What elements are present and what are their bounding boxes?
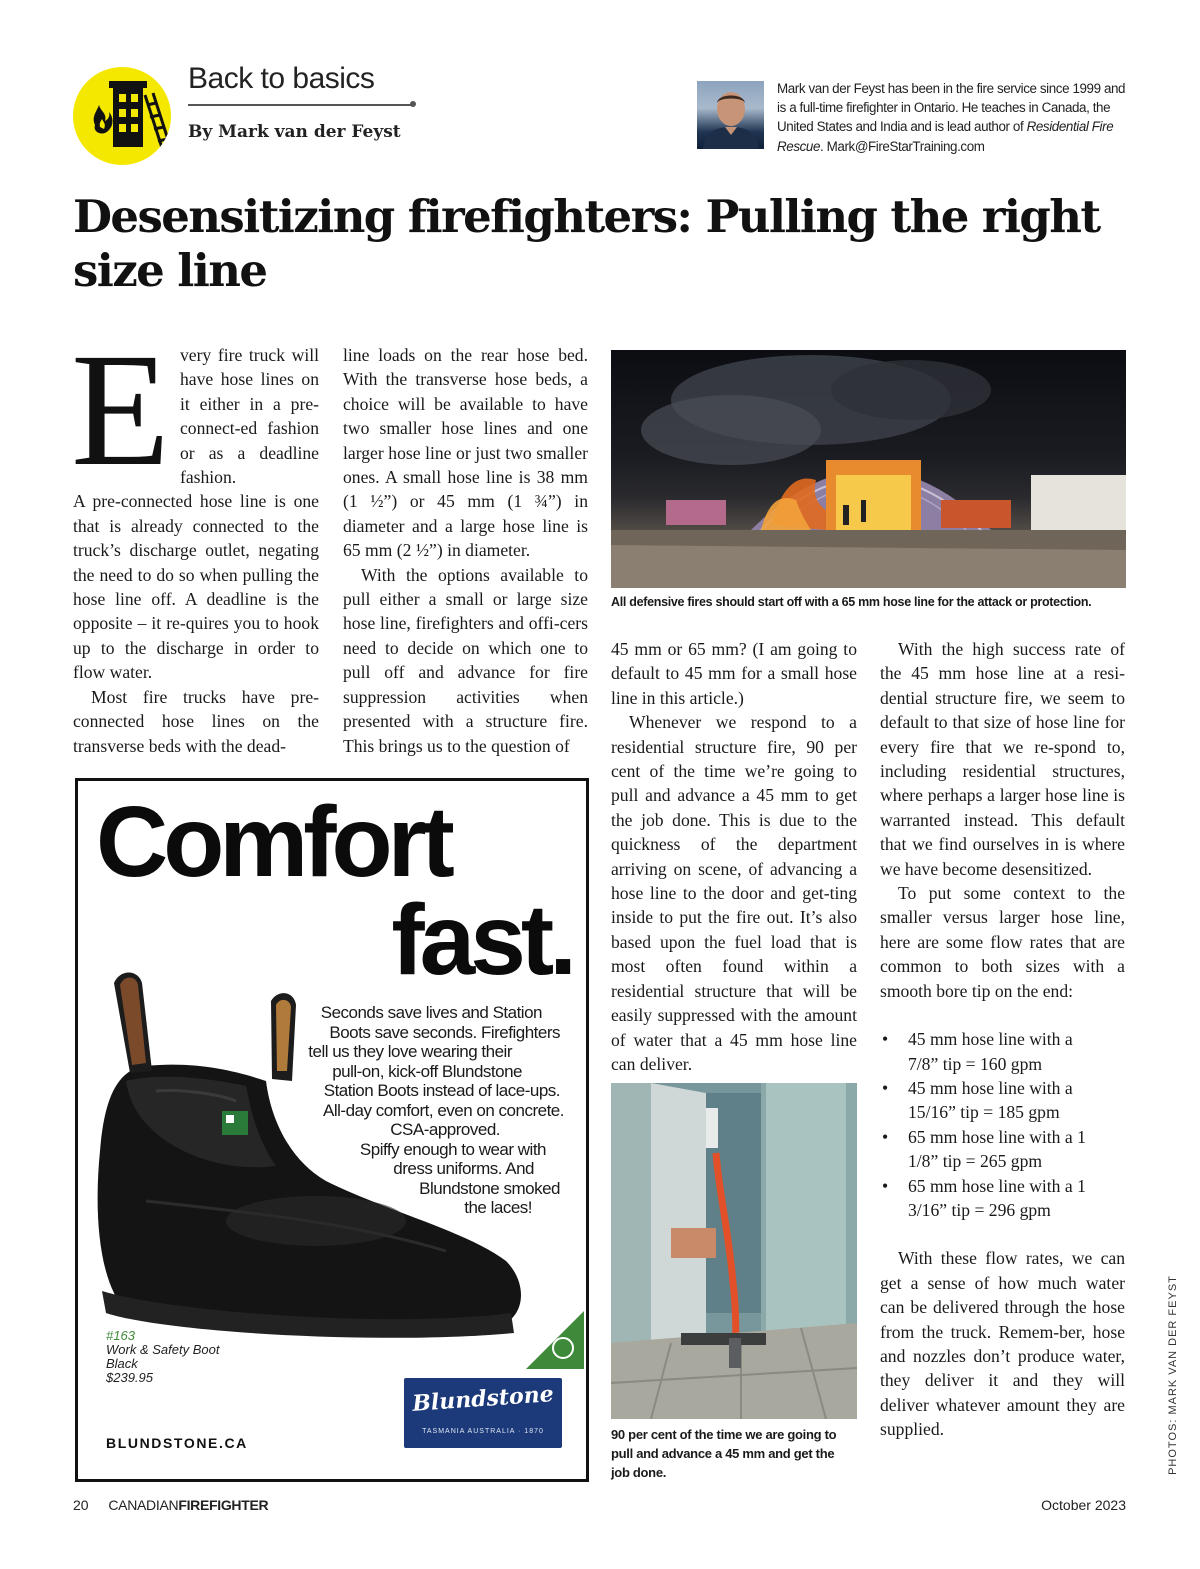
ad-copy-line: the laces! bbox=[464, 1198, 532, 1217]
list-item: • 45 mm hose line with a 15/16” tip = 185 gpm bbox=[882, 1077, 1073, 1123]
blundstone-ad[interactable] bbox=[75, 778, 589, 1482]
ad-copy-line: All-day comfort, even on concrete. bbox=[323, 1100, 564, 1120]
hose-in-hallway-icon bbox=[611, 1083, 857, 1419]
hallway-photo-caption: 90 per cent of the time we are going to pull and advance a 45 mm and get the job done. bbox=[611, 1427, 837, 1480]
product-number: #163 bbox=[106, 1328, 135, 1343]
product-color: Black bbox=[106, 1356, 138, 1371]
section-rule-end bbox=[410, 101, 416, 107]
fire-photo bbox=[611, 350, 1126, 588]
author-bio-book: Residential Fire Rescue bbox=[777, 119, 1114, 154]
paragraph: To put some context to the smaller versus larger hose line, here are some flow rates that are common to both sizes with a smooth bore tip on the end: bbox=[880, 883, 1125, 1001]
ad-copy-line: Station Boots instead of lace-ups. bbox=[323, 1081, 560, 1100]
paragraph: With the options available to pull either a small or large size hose line, firefighters and offi-cers need to decide on which one to pull off and advance for fire suppression activities when presented with a structure fire. This brings us to the question of bbox=[343, 564, 588, 756]
brand-name: Blundstone bbox=[411, 1381, 555, 1417]
byline: By Mark van der Feyst bbox=[188, 122, 401, 142]
paragraph: Whenever we respond to a residential structure fire, 90 per cent of the time we’re going to pull and advance a 45 mm to get the job done. This is due to the quickness of the department arriving on scene, of advancing a hose line to the door and get-ting inside to put the fire out. It’s also based upon the fuel load that is most often found within a residential structure that will be easily suppressed with the amount of water that a 45 mm hose line can deliver. bbox=[611, 712, 857, 1074]
brand-tagline: TASMANIA AUSTRALIA · 1870 bbox=[422, 1428, 544, 1435]
paragraph: With the high success rate of the 45 mm hose line at a resi-dential structure fire, we seem to default to that size of hose line for every fire that we re-spond to, including residential structures, where perhaps a larger hose line is warranted instead. This default that we find ourselves in is where we have become desensitized. bbox=[880, 639, 1125, 879]
paragraph: Most fire trucks have pre-connected hose lines on the transverse beds with the dead- bbox=[73, 686, 319, 756]
list-item: • 45 mm hose line with a 7/8” tip = 160 gpm bbox=[882, 1029, 1073, 1074]
page-number: 20 bbox=[73, 1497, 89, 1513]
article-column-4 bbox=[880, 637, 1125, 1442]
section-title: Back to basics bbox=[188, 62, 375, 95]
magazine-name-light: CANADIAN bbox=[108, 1497, 179, 1513]
paragraph: 45 mm or 65 mm? (I am going to default to 45 mm for a small hose line in this article.) bbox=[611, 639, 857, 708]
drop-cap: E bbox=[71, 321, 170, 500]
paragraph: line loads on the rear hose bed. With the transverse hose beds, a choice will be available to have two smaller hose lines and one larger hose line or just two smaller ones. A small hose line is 38 mm (1 ½”) or 45 mm (1 ¾”) in diameter and a large hose line is 65 mm (2 ½”) in diameter. bbox=[343, 345, 588, 561]
ad-copy-line: Boots save seconds. Firefighters bbox=[329, 1022, 560, 1042]
product-info bbox=[106, 1329, 219, 1385]
ad-headline-1: Comfort bbox=[96, 786, 450, 898]
csa-mark-icon bbox=[552, 1337, 574, 1359]
list-item: • 65 mm hose line with a 1 3/16” tip = 296 gpm bbox=[882, 1175, 1086, 1220]
paragraph: A pre-connected hose line is one that is already connected to the truck’s discharge outlet, negating the need to do so when pulling the hose line off. A deadline is the opposite – it re-quires you to hook up to the discharge in order to flow water. bbox=[73, 491, 319, 683]
author-photo bbox=[697, 81, 764, 149]
product-price: $239.95 bbox=[106, 1370, 153, 1385]
ad-copy-line: pull-on, kick-off Blundstone bbox=[332, 1061, 522, 1081]
author-bio bbox=[777, 79, 1127, 156]
article-column-3 bbox=[611, 637, 857, 1076]
issue-date: October 2023 bbox=[1041, 1497, 1126, 1513]
ad-copy-line: tell us they love wearing their bbox=[308, 1042, 512, 1061]
ad-copy-line: Spiffy enough to wear with bbox=[359, 1139, 546, 1159]
ad-copy-line: Seconds save lives and Station bbox=[320, 1003, 542, 1022]
author-portrait-icon bbox=[697, 81, 764, 149]
product-name: Work & Safety Boot bbox=[106, 1342, 220, 1357]
headline: Desensitizing firefighters: Pulling the right size line bbox=[73, 190, 1100, 297]
hallway-photo bbox=[611, 1083, 857, 1419]
ad-copy-line: Blundstone smoked bbox=[419, 1178, 560, 1198]
ad-copy-line: dress uniforms. And bbox=[393, 1159, 534, 1178]
ad-copy-line: CSA-approved. bbox=[390, 1120, 500, 1139]
author-bio-contact: . Mark@FireStarTraining.com bbox=[820, 138, 985, 154]
section-rule bbox=[188, 104, 414, 106]
section-logo bbox=[73, 67, 171, 165]
magazine-name-bold: FIREFIGHTER bbox=[178, 1497, 269, 1513]
fire-photo-caption: All defensive fires should start off with a 65 mm hose line for the attack or protection. bbox=[611, 595, 1092, 609]
fire-station-icon bbox=[73, 67, 171, 165]
page-footer bbox=[73, 1497, 268, 1513]
ad-headline-2: fast. bbox=[391, 884, 572, 996]
author-bio-text: Mark van der Feyst has been in the fire service since 1999 and is a full-time firefighter in Ontario. He teaches in Canada, the United States and India and is lead author of bbox=[777, 81, 1126, 135]
article-column-1 bbox=[71, 321, 319, 758]
paragraph: With these flow rates, we can get a sense of how much water can be delivered through the hose from the truck. Remem-ber, hose and nozzles don’t produce water, they deliver it and they will deliver whatever amount they are supplied. bbox=[880, 1248, 1125, 1440]
photo-credit: PHOTOS: MARK VAN DER FEYST bbox=[1167, 1275, 1179, 1475]
burning-building-icon bbox=[611, 350, 1126, 588]
ad-copy bbox=[248, 1003, 570, 1218]
flow-rate-list bbox=[880, 1027, 1100, 1222]
ad-website[interactable]: BLUNDSTONE.CA bbox=[106, 1435, 248, 1451]
blundstone-logo[interactable] bbox=[404, 1378, 562, 1448]
list-item: • 65 mm hose line with a 1 1/8” tip = 265 gpm bbox=[882, 1126, 1086, 1172]
article-column-2 bbox=[343, 343, 588, 758]
lead-paragraph: very fire truck will have hose lines on it either in a pre-connect-ed fashion or as a deadline fashion. bbox=[179, 345, 319, 488]
